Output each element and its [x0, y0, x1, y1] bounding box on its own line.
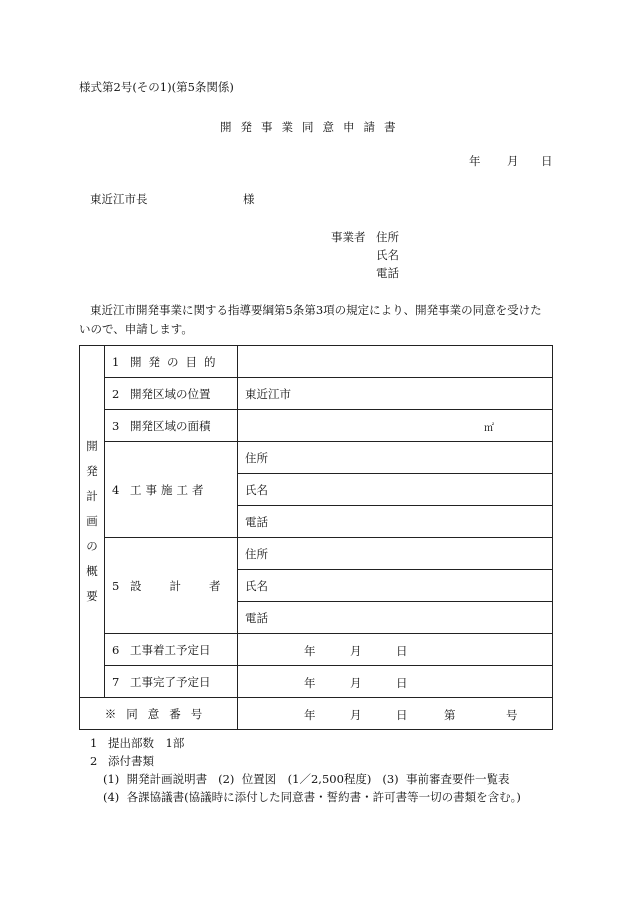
side-label: 開発計画の概要 — [86, 439, 98, 603]
applicant-name-label: 氏名 — [376, 248, 399, 262]
designer-name-field[interactable]: 氏名 — [238, 570, 553, 602]
date-day-label: 日 — [541, 154, 553, 168]
consent-dai: 第 — [444, 708, 456, 722]
note-attachments-line2: (4) 各課協議書(協議時に添付した同意書・誓約書・許可書等一切の書類を含む。) — [103, 790, 521, 804]
label-area: 3 開発区域の面積 — [105, 410, 238, 442]
table-row — [80, 410, 553, 442]
applicant-address-label: 住所 — [376, 230, 399, 244]
start-date-field[interactable]: 年 月 日 — [238, 634, 553, 666]
document-title: 開発事業同意申請書 — [220, 120, 405, 134]
designer-phone-field[interactable]: 電話 — [238, 602, 553, 634]
application-table — [79, 345, 553, 730]
side-label-cell — [80, 346, 105, 698]
addressee-honorific: 様 — [243, 192, 255, 206]
designer-address-field[interactable]: 住所 — [238, 538, 553, 570]
label-location: 2 開発区域の位置 — [105, 378, 238, 410]
table-row — [80, 666, 553, 698]
body-text-line2: いので、申請します。 — [79, 322, 193, 336]
label-start-date: 6 工事着工予定日 — [105, 634, 238, 666]
purpose-field[interactable] — [238, 346, 553, 378]
label-designer: 5 設計者 — [105, 538, 238, 634]
label-contractor: 4 工事施工者 — [105, 442, 238, 538]
label-purpose: 1 開発の目的 — [105, 346, 238, 378]
contractor-address-field[interactable]: 住所 — [238, 442, 553, 474]
date-year-label: 年 — [469, 154, 481, 168]
note-attachments-heading: 2 添付書類 — [90, 754, 154, 768]
table-row — [80, 634, 553, 666]
label-consent-number: ※同意番号 — [80, 698, 238, 730]
consent-go: 号 — [506, 708, 518, 722]
note-attachments-line1: (1) 開発計画説明書 (2) 位置図 (1／2,500程度) (3) 事前審査要件一覧表 — [103, 772, 510, 786]
applicant-phone-label: 電話 — [376, 266, 399, 280]
table-row — [80, 538, 553, 570]
body-text-line1: 東近江市開発事業に関する指導要綱第5条第3項の規定により、開発事業の同意を受けた — [90, 303, 542, 317]
contractor-name-field[interactable]: 氏名 — [238, 474, 553, 506]
location-field[interactable]: 東近江市 — [238, 378, 553, 410]
date-month-label: 月 — [507, 154, 519, 168]
table-row — [80, 698, 553, 730]
table-row — [80, 378, 553, 410]
contractor-phone-field[interactable]: 電話 — [238, 506, 553, 538]
consent-number-field[interactable]: 年 月 日 第 号 — [238, 698, 553, 730]
end-date-field[interactable]: 年 月 日 — [238, 666, 553, 698]
table-row — [80, 442, 553, 474]
addressee-name: 東近江市長 — [90, 192, 148, 206]
area-unit: ㎡ — [484, 423, 494, 434]
applicant-role: 事業者 — [331, 230, 366, 244]
note-copies: 1 提出部数 1部 — [90, 736, 185, 750]
table-row — [80, 346, 553, 378]
label-end-date: 7 工事完了予定日 — [105, 666, 238, 698]
area-field[interactable] — [238, 410, 553, 442]
form-id: 様式第2号(その1)(第5条関係) — [79, 80, 234, 94]
